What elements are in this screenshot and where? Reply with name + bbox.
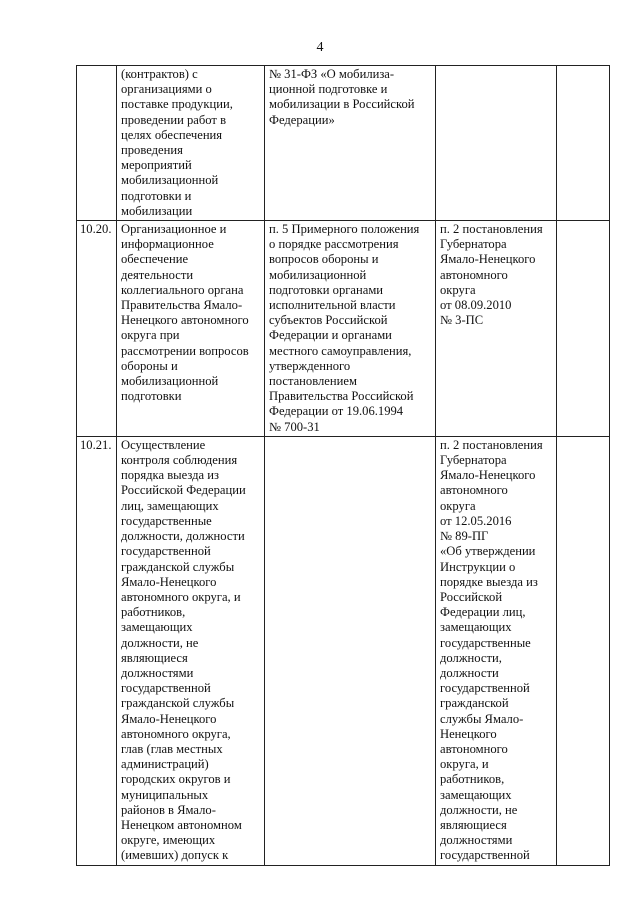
text-line: государственной	[440, 681, 530, 696]
text-line: обеспечение	[121, 252, 189, 267]
text-line: должности, должности	[121, 529, 245, 544]
text-line: Ненецкого	[440, 726, 497, 741]
text-line: Федерации»	[269, 112, 335, 127]
text-line: Осуществление	[121, 437, 206, 452]
text-line: Российской Федерации	[121, 483, 246, 498]
text-line: ционной подготовке и	[269, 82, 388, 97]
text-line: Ямало-Ненецкого	[121, 711, 217, 726]
text-line: гражданской	[440, 696, 509, 711]
text-line: лиц, замещающих	[121, 498, 219, 513]
text-line: обороны и	[121, 358, 178, 373]
text-line: Ямало-Ненецкого	[121, 574, 217, 589]
text-line: округа при	[121, 328, 180, 343]
text-line: исполнительной власти	[269, 298, 396, 313]
text-line: автономного	[440, 483, 508, 498]
text-line: Губернатора	[440, 453, 507, 468]
text-line: (имевших) допуск к	[121, 848, 229, 863]
text-line: мобилизационной	[121, 374, 219, 389]
regional-act-cell	[436, 221, 557, 437]
row-number-cell: 10.21.	[77, 436, 117, 865]
text-line: Федерации от 19.06.1994	[269, 404, 404, 419]
text-line: должности,	[440, 650, 502, 665]
text-line: гражданской службы	[121, 559, 235, 574]
legal-basis-cell	[265, 66, 436, 221]
text-line: № 700-31	[269, 419, 320, 434]
text-line: Федерации и органами	[269, 328, 392, 343]
text-line: Ненецком автономном	[121, 817, 242, 832]
text-line: порядка выезда из	[121, 468, 219, 483]
text-line: Губернатора	[440, 237, 507, 252]
text-line: (контрактов) с	[121, 67, 198, 81]
text-line: автономного	[440, 741, 508, 756]
text-line: коллегиального органа	[121, 282, 244, 297]
text-line: о порядке рассмотрения	[269, 237, 399, 252]
text-line: службы Ямало-	[440, 711, 524, 726]
text-line: рассмотрении вопросов	[121, 343, 249, 358]
text-line: подготовки органами	[269, 282, 384, 297]
text-line: округа	[440, 498, 476, 513]
text-line: № 3-ПС	[440, 313, 484, 328]
authority-table	[76, 65, 610, 866]
text-line: организациями о	[121, 82, 212, 97]
text-line: поставке продукции,	[121, 97, 233, 112]
text-line: информационное	[121, 237, 214, 252]
text-line: мероприятий	[121, 158, 192, 173]
text-line: должностями	[440, 833, 513, 848]
text-line: мобилизации	[121, 203, 193, 218]
table-row	[77, 436, 610, 865]
text-line: округе, имеющих	[121, 833, 216, 848]
text-line: замещающих	[440, 787, 512, 802]
table-row	[77, 221, 610, 437]
text-line: замещающих	[121, 620, 193, 635]
text-line: районов в Ямало-	[121, 802, 216, 817]
text-line: местного самоуправления,	[269, 343, 412, 358]
text-line: мобилизационной	[269, 267, 367, 282]
text-line: работников,	[440, 772, 505, 787]
text-line: работников,	[121, 605, 186, 620]
text-line: субъектов Российской	[269, 313, 388, 328]
text-line: Ненецкого автономного	[121, 313, 249, 328]
text-line: муниципальных	[121, 787, 209, 802]
text-line: постановлением	[269, 374, 357, 389]
note-cell	[557, 66, 610, 221]
text-line: целях обеспечения	[121, 127, 223, 142]
function-description-cell	[117, 221, 265, 437]
text-line: Ямало-Ненецкого	[440, 468, 536, 483]
text-line: контроля соблюдения	[121, 453, 238, 468]
page-number: 4	[316, 40, 324, 55]
text-line: Правительства Ямало-	[121, 298, 243, 313]
text-line: округа, и	[440, 757, 489, 772]
text-line: п. 2 постановления	[440, 222, 543, 237]
text-line: гражданской службы	[121, 696, 235, 711]
text-line: «Об утверждении	[440, 544, 536, 559]
text-line: проведения	[121, 143, 183, 158]
text-line: являющиеся	[121, 650, 188, 665]
text-line: государственные	[440, 635, 531, 650]
regional-act-cell	[436, 66, 557, 221]
text-line: вопросов обороны и	[269, 252, 379, 267]
regional-act-cell	[436, 436, 557, 865]
text-line: порядке выезда из	[440, 574, 538, 589]
text-line: от 08.09.2010	[440, 298, 512, 313]
text-line: от 12.05.2016	[440, 513, 512, 528]
row-number-cell	[77, 66, 117, 221]
text-line: замещающих	[440, 620, 512, 635]
text-line: Ямало-Ненецкого	[440, 252, 536, 267]
text-line: подготовки и	[121, 188, 192, 203]
text-line: автономного округа, и	[121, 589, 241, 604]
text-line: государственной	[121, 544, 211, 559]
row-number-cell: 10.20.	[77, 221, 117, 437]
legal-basis-cell	[265, 436, 436, 865]
text-line: государственной	[121, 681, 211, 696]
text-line: государственной	[440, 848, 530, 863]
text-line: округа	[440, 282, 476, 297]
text-line: должности	[440, 665, 499, 680]
text-line: государственные	[121, 513, 212, 528]
text-line: являющиеся	[440, 817, 507, 832]
text-line: проведении работ в	[121, 112, 227, 127]
text-line: п. 2 постановления	[440, 437, 543, 452]
text-line: мобилизационной	[121, 173, 219, 188]
text-line: деятельности	[121, 267, 194, 282]
text-line: должности, не	[121, 635, 199, 650]
text-line: автономного	[440, 267, 508, 282]
text-line: Федерации лиц,	[440, 605, 526, 620]
text-line: № 31-ФЗ «О мобилиза-	[269, 67, 395, 81]
note-cell	[557, 436, 610, 865]
text-line: Организационное и	[121, 222, 227, 237]
text-line: Правительства Российской	[269, 389, 414, 404]
text-line: № 89-ПГ	[440, 529, 489, 544]
text-line: мобилизации в Российской	[269, 97, 415, 112]
text-line: городских округов и	[121, 772, 231, 787]
function-description-cell	[117, 436, 265, 865]
note-cell	[557, 221, 610, 437]
text-line: Инструкции о	[440, 559, 516, 574]
text-line: автономного округа,	[121, 726, 231, 741]
text-line: п. 5 Примерного положения	[269, 222, 420, 237]
text-line: утвержденного	[269, 358, 351, 373]
text-line: должности, не	[440, 802, 518, 817]
text-line: должностями	[121, 665, 194, 680]
text-line: администраций)	[121, 757, 209, 772]
table-row	[77, 66, 610, 221]
legal-basis-cell	[265, 221, 436, 437]
text-line: Российской	[440, 589, 503, 604]
text-line: глав (глав местных	[121, 741, 223, 756]
function-description-cell	[117, 66, 265, 221]
text-line: подготовки	[121, 389, 182, 404]
